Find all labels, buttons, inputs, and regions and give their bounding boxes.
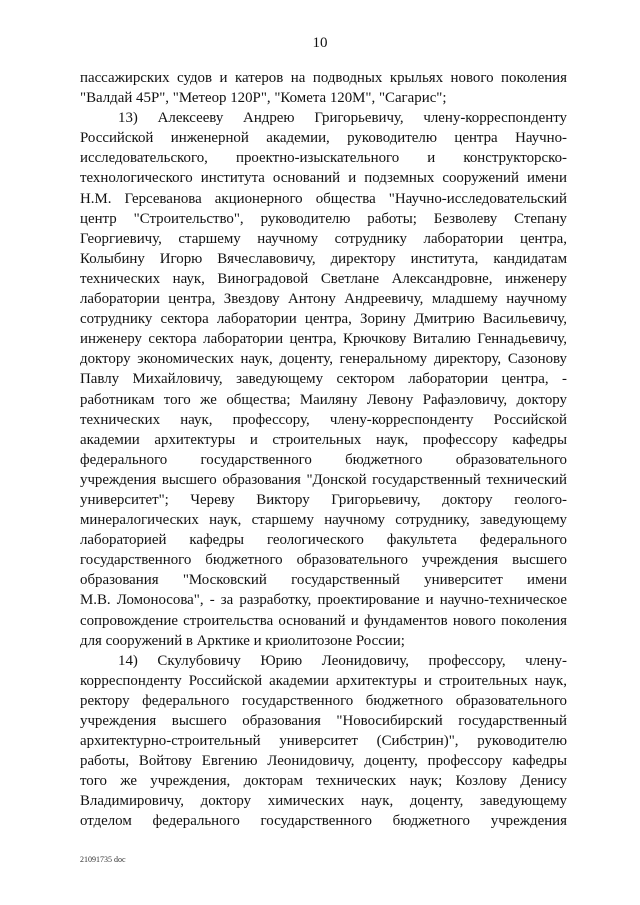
footer-document-code: 21091735 doc (80, 855, 126, 864)
text-line: государственного бюджетного образовательного учреждения высшего (80, 552, 567, 569)
body-text (80, 68, 567, 832)
text-line: для сооружений в Арктике и криолитозоне России; (80, 632, 405, 649)
text-line: Российской инженерной академии, руководителю центра Научно- (80, 130, 567, 147)
text-line: 14) Скулубовичу Юрию Леонидовичу, профессору, члену- (118, 652, 567, 669)
text-line: пассажирских судов и катеров на подводных крыльях нового поколения (80, 70, 567, 86)
text-line: учреждения высшего образования "Новосибирский государственный (80, 713, 567, 729)
text-line: лаборатории центра, Звездову Антону Андреевичу, младшему научному (80, 291, 567, 308)
text-line: технических наук, Виноградовой Светлане Александровне, инженеру (80, 270, 567, 287)
text-line: академии архитектуры и строительных наук, профессору кафедры (80, 431, 567, 448)
page-number: 10 (312, 35, 328, 51)
text-line: университет"; Череву Виктору Григорьевичу, доктору геолого- (80, 491, 567, 508)
text-line: корреспонденту Российской академии архитектуры и строительных наук, (80, 672, 567, 689)
text-line: отделом федерального государственного бюджетного учреждения (80, 813, 567, 830)
text-line: центр "Строительство", руководителю работы; Безволеву Степану (80, 210, 567, 227)
text-line: 13) Алексееву Андрею Григорьевичу, члену-корреспонденту (118, 110, 567, 127)
text-line: учреждения высшего образования "Донской государственный технический (80, 471, 567, 488)
text-line: работникам того же общества; Маиляну Левону Рафаэловичу, доктору (80, 391, 567, 408)
text-line: Владимировичу, доктору химических наук, доценту, заведующему (80, 793, 567, 810)
text-line: Колыбину Игорю Вячеславовичу, директору института, кандидатам (80, 250, 567, 267)
text-line: инженеру сектора лаборатории центра, Крючкову Виталию Геннадьевичу, (80, 331, 567, 348)
text-line: ректору федерального государственного бюджетного образовательного (80, 692, 567, 709)
text-line: архитектурно-строительный университет (Сибстрин)", руководителю (80, 733, 567, 750)
text-line: того же учреждения, докторам технических наук; Козлову Денису (80, 773, 567, 790)
text-line: лабораторией кафедры геологического факультета федерального (80, 532, 567, 549)
text-line: Георгиевичу, старшему научному сотруднику лаборатории центра, (80, 230, 567, 247)
text-line: технологического института оснований и подземных сооружений имени (80, 170, 567, 187)
text-line: сотруднику сектора лаборатории центра, Зорину Дмитрию Васильевичу, (80, 311, 567, 328)
text-line: "Валдай 45Р", "Метеор 120Р", "Комета 120М", "Сагарис"; (80, 90, 447, 107)
text-line: минералогических наук, старшему научному сотруднику, заведующему (80, 512, 567, 529)
text-line: федерального государственного бюджетного образовательного (80, 451, 567, 468)
text-line: технических наук, профессору, члену-корреспонденту Российской (80, 411, 567, 428)
text-line: работы, Войтову Евгению Леонидовичу, доценту, профессору кафедры (80, 753, 567, 770)
text-line: Павлу Михайловичу, заведующему сектором лаборатории центра, - (80, 371, 567, 388)
text-line: образования "Московский государственный университет имени (80, 572, 567, 589)
text-line: М.В. Ломоносова", - за разработку, проектирование и научно-техническое (80, 592, 567, 609)
text-line: сопровождение строительства оснований и фундаментов нового поколения (80, 612, 567, 629)
text-line: исследовательского, проектно-изыскательного и конструкторско- (80, 150, 567, 167)
text-line: Н.М. Герсеванова акционерного общества "Научно-исследовательский (80, 190, 567, 207)
text-line: доктору экономических наук, доценту, генеральному директору, Сазонову (80, 351, 567, 368)
